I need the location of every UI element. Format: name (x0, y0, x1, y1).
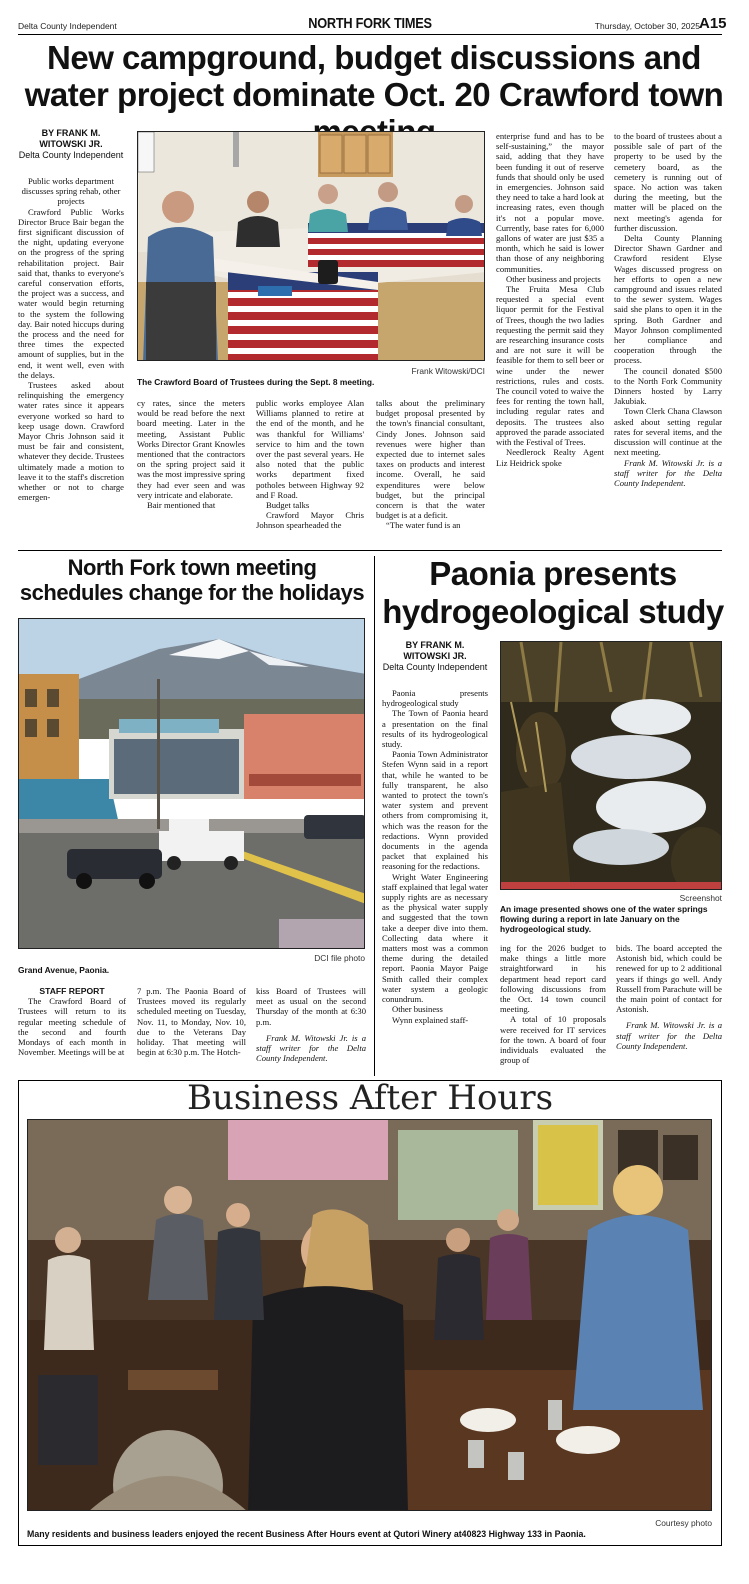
story3-column-3: bids. The board accepted the Astonish bid, which could be renewed for up to 2 additional years if things go well. Andy Russell from Parachute will be the main point of contact for Astonish. Frank M. Witowski Jr. is a staff writer for the Delta County Independent. (616, 943, 722, 1051)
story3-photo-caption: An image presented shows one of the water springs flowing during a report in late January on the hydrogeological study. (500, 904, 708, 934)
feature-photo-caption: Many residents and business leaders enjoyed the recent Business After Hours event at Qutori Winery at40823 Highway 133 in Paonia. (27, 1529, 586, 1539)
story2-column-1: STAFF REPORT The Crawford Board of Trustees will return to its regular meeting schedule of the second and fourth Mondays of each month in November. Meetings will be at (18, 986, 126, 1058)
story1-headline: New campground, budget discussions and water project dominate Oct. 20 Crawford town (24, 39, 724, 113)
story1-column-5: enterprise fund and has to be self-sustaining,” the mayor said, adding that they have been funding it out of reserve funds that should only be used in emergencies. Johnson said they need to take a hard look at increasing rates, even though it's not a popular move. Currently, base rates for 6,000 gallons of water are just $35 a month, which he said is lower than those of any neighboring communities. Other business and projects The Fruita Mesa Club requested a special event liquor permit for the Festival of Trees, though the two ladies requesting the permit said they are researching insurance costs and are not sure it will be feasible for them to sell beer or wine under the newer restrictions, rules and costs. The council voted to waive the fees for renting the town hall, including regular rates and deposits. The trustees also approved the parade associated with the Festival of Trees. Needlerock Realty Agent Liz Heidrick spoke (496, 131, 604, 468)
spring-illustration (501, 642, 722, 890)
story1-photo-credit: Frank Witowski/DCI (411, 366, 485, 376)
crawford-meeting-photo (137, 131, 485, 361)
story3-byline: BY FRANK M. WITOWSKI JR. Delta County Independent (382, 640, 488, 672)
story1-column-4: talks about the preliminary budget proposal presented by the town's financial consultant, Cindy Jones. Johnson said revenues were higher than expected due to internet sales taxes on products and interest income. Overall, he said expenditures were below budget, but the principal concern is that the water budget is at a deficit. “The water fund is an (376, 398, 485, 531)
story2-column-3: kiss Board of Trustees will meet as usual on the second Thursday of the month at 6:30 p.m. Frank M. Witowski Jr. is a staff writer for the Delta County Independent. (256, 986, 366, 1064)
story2-photo-caption: Grand Avenue, Paonia. (18, 965, 110, 975)
story2-photo-credit: DCI file photo (314, 953, 365, 963)
masthead: NORTH FORK TIMES (308, 15, 432, 32)
header-rule (18, 34, 722, 35)
paper-name: Delta County Independent (18, 21, 117, 31)
story3-column-1: Paonia presents hydrogeological study The Town of Paonia heard a presentation on the final results of its hydrogeological study. Paonia Town Administrator Stefen Wynn said in a report that, while he wanted to be fully transparent, he also wanted to protect the town's water system and prevent others from compromising it, which was the reason for the redactions. Wynn provided documents in the agenda packet that explained his reasoning for the redactions. Wright Water Engineering staff explained that legal water supply rights are as necessary as the physical water supply and suggested that the town take a deeper dive into them. Collecting data where it matters most was a common theme during the detailed report. Paonia Mayor Paige Smith called their complex water system a geologic conundrum. Other business Wynn explained staff- (382, 688, 488, 1025)
street-scene-illustration (19, 619, 365, 949)
story1-column-3: public works employee Alan Williams planned to retire at the end of the month, and he was thankful for Williams' service to him and the town over the past several years. He also noted that the public works department fixed potholes between Highway 92 and F Road. Budget talks Crawford Mayor Chris Johnson spearheaded the (256, 398, 364, 531)
section-rule (18, 550, 722, 551)
business-after-hours-photo (27, 1119, 712, 1511)
feature-photo-credit: Courtesy photo (655, 1518, 712, 1528)
feature-title: Business After Hours (186, 1078, 554, 1118)
story2-headline: North Fork town meeting schedules change for the holidays (19, 555, 365, 605)
issue-date: Thursday, October 30, 2025 (594, 21, 700, 31)
story1-column-1: Public works department discusses spring rehab, other projects Crawford Public Works Director Bruce Bair began the first significant discussion of the night, updating everyone on the progress of the spring rehabilitation project. Bair said that, thanks to everyone's careful conservation efforts, the project was a success, and water would begin returning to the system the following day. Bair noted hiccups during the process and the need for three times the expected amount of supplies, but in the end, it went well, even with the delays. Trustees asked about relinquishing the emergency water rates since it appears everyone worked so hard to keep usage down. Crawford Mayor Chris Johnson said it must be fair and consistent, whatever they decide. Trustees ultimately made a motion to leave it to the staff's discretion whether or not to charge emergen- (18, 176, 124, 503)
story2-column-2: 7 p.m. The Paonia Board of Trustees moved its regularly scheduled meeting on Tuesday, Nov. 11, to Monday, Nov. 10, due to the Veterans Day holiday. That meeting will begin at 6:30 p.m. The Hotch- (137, 986, 246, 1058)
winery-event-illustration (28, 1120, 712, 1511)
story1-photo-caption: The Crawford Board of Trustees during the Sept. 8 meeting. (137, 377, 375, 387)
page-number: A15 (699, 15, 727, 32)
story3-column-2: ing for the 2026 budget to make things a little more straightforward in his department head report card following discussions from the Oct. 14 town council meeting. A total of 10 proposals were received for IT services for the town. A board of four individuals evaluated the group of (500, 943, 606, 1066)
story3-headline: Paonia presents hydrogeological study (382, 555, 724, 630)
water-spring-photo (500, 641, 722, 890)
story1-byline: BY FRANK M. WITOWSKI JR. Delta County Independent (18, 128, 124, 160)
story1-column-6: to the board of trustees about a possible sale of part of the property to be used by the cemetery board, as the cemetery is running out of space. No action was taken during the meeting, but the matter will be placed on the next meeting's agenda for further discussion. Delta County Planning Director Shawn Gardner and Crawford resident Elyse Wages discussed progress on her efforts to open a new campground and issues related to the sewer system. Wages said she plans to open it in the spring. Both Gardner and Mayor Johnson complimented her compliance and cooperation through the process. The council donated $500 to the North Fork Community Dinners hosted by Larry Jakubiak. Town Clerk Chana Clawson asked about setting regular rates for several items, and the discussion will continue at the next meeting. Frank M. Witowski Jr. is a staff writer for the Delta County Independent. (614, 131, 722, 488)
story1-column-2: cy rates, since the meters would be read before the next board meeting. Later in the meeting, Assistant Public Works Director Grant Knowles mentioned that the contractors on the spring project said it was the most impressive spring they had ever seen and was very intricate and elaborate. Bair mentioned that (137, 398, 245, 511)
story3-photo-credit: Screenshot (679, 893, 722, 903)
column-divider (374, 556, 375, 1076)
grand-avenue-photo (18, 618, 365, 949)
meeting-room-illustration (138, 132, 485, 361)
